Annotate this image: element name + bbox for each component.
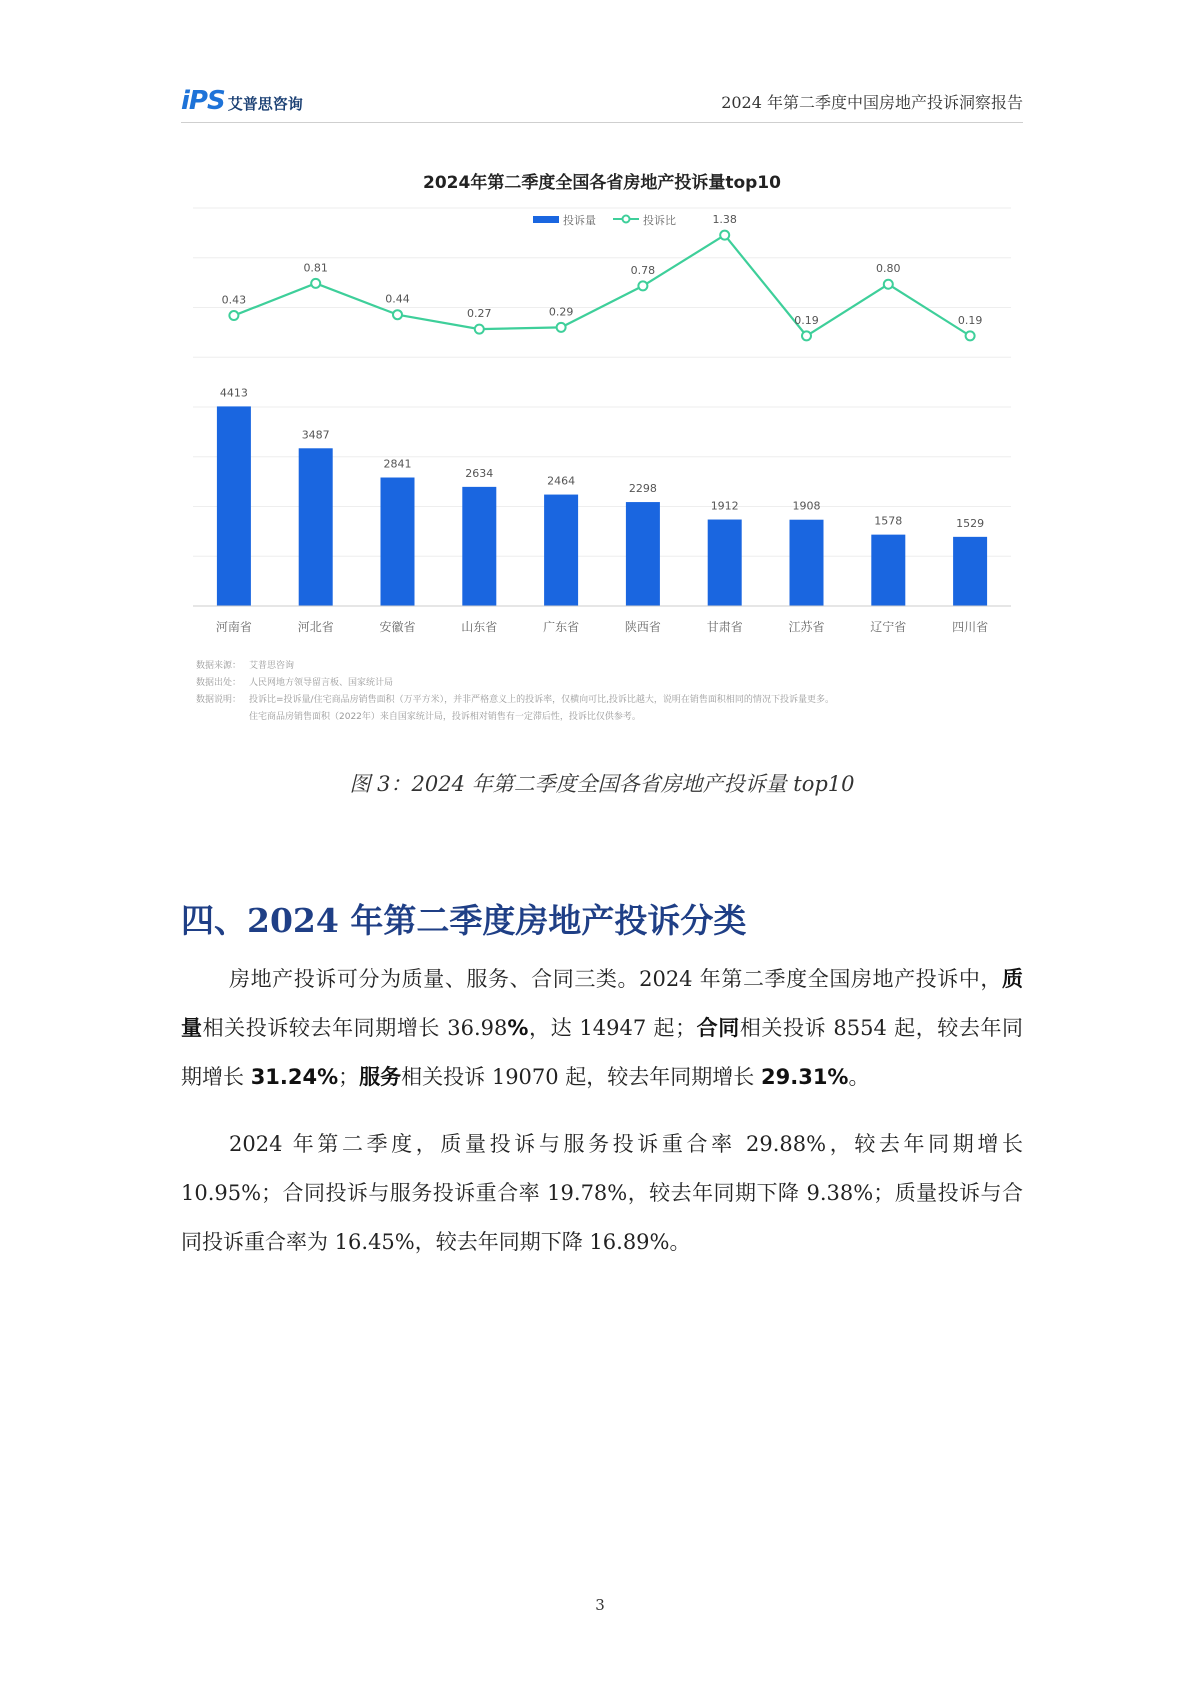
bar-河南省	[217, 406, 251, 606]
line-value-label: 0.19	[957, 313, 983, 327]
bar-value-label: 2298	[628, 482, 657, 496]
x-tick-label: 陕西省	[624, 620, 661, 634]
paragraph-overlap-rates: 2024 年第二季度，质量投诉与服务投诉重合率 29.88%，较去年同期增长 10.95%；合同投诉与服务投诉重合率 19.78%，较去年同期下降 9.38%；质量投诉与合同投诉重合率为 16.45%，较去年同期下降 16.89%。	[181, 1132, 1023, 1254]
x-tick-label: 四川省	[952, 620, 989, 634]
page-header	[181, 84, 1023, 123]
bar-甘肃省	[708, 520, 742, 606]
para1-text-7: 。	[848, 1065, 870, 1089]
bar-四川省	[953, 537, 987, 606]
line-value-label: 0.44	[385, 292, 410, 306]
bar-value-label: 1578	[874, 514, 903, 528]
x-tick-label: 甘肃省	[706, 620, 743, 634]
line-value-label: 0.19	[794, 313, 819, 327]
complaint-ratio-line	[234, 235, 970, 336]
line-point-河南省	[229, 311, 238, 320]
line-point-甘肃省	[720, 231, 729, 240]
x-tick-label: 江苏省	[788, 620, 825, 634]
bar-安徽省	[381, 478, 415, 606]
line-value-label: 1.38	[712, 213, 737, 227]
complaints-chart	[181, 158, 1023, 738]
figure-caption: 图 3：2024 年第二季度全国各省房地产投诉量 top10	[349, 772, 855, 796]
line-point-陕西省	[638, 281, 647, 290]
line-point-河北省	[311, 279, 320, 288]
para1-text-6: 相关投诉 19070 起，较去年同期增长	[401, 1065, 761, 1089]
logo-mark-text: iPS	[181, 86, 225, 116]
bar-广东省	[544, 495, 578, 606]
x-tick-label: 安徽省	[379, 620, 416, 634]
line-value-label: 0.78	[630, 263, 656, 277]
para1-text-1: 房地产投诉可分为质量、服务、合同三类。2024 年第二季度全国房地产投诉中，	[229, 967, 1002, 991]
para1-text-5: ；	[338, 1065, 360, 1089]
para1-bold-percent: %	[507, 1016, 529, 1040]
legend-bar-swatch	[533, 216, 559, 223]
bar-value-label: 1529	[956, 516, 985, 530]
bar-辽宁省	[871, 535, 905, 606]
para1-text-4: 相关投诉 8554 起，较去年同期增长	[181, 1016, 1024, 1089]
legend-line-label: 投诉比	[643, 214, 676, 227]
para1-bold-quality: 质量	[181, 967, 1023, 1040]
logo-text: 艾普思咨询	[227, 95, 303, 113]
line-value-label: 0.81	[303, 261, 328, 275]
chart-title: 2024年第二季度全国各省房地产投诉量top10	[423, 173, 781, 193]
bar-value-label: 1912	[710, 499, 739, 513]
line-value-label: 0.27	[467, 307, 492, 321]
bar-value-label: 4413	[219, 386, 248, 400]
line-value-label: 0.29	[548, 305, 574, 319]
x-tick-label: 广东省	[543, 620, 580, 634]
chart-svg	[181, 158, 1023, 738]
line-point-山东省	[475, 325, 484, 334]
para1-bold-service-growth: 29.31%	[761, 1065, 849, 1089]
bar-value-label: 2634	[465, 466, 494, 480]
company-logo	[181, 86, 303, 116]
page-number: 3	[595, 1596, 605, 1614]
line-point-辽宁省	[884, 280, 893, 289]
bar-河北省	[299, 448, 333, 606]
legend-line-marker	[623, 216, 630, 223]
footnote-label: 数据来源：	[196, 661, 242, 671]
footnote-label: 数据出处：	[196, 678, 242, 688]
bar-value-label: 2841	[383, 457, 412, 471]
footnote-text: 艾普思咨询	[249, 661, 295, 671]
x-tick-label: 辽宁省	[870, 620, 907, 634]
footnote-text: 人民网地方领导留言板、国家统计局	[249, 678, 394, 688]
bar-value-label: 3487	[301, 428, 330, 442]
report-title: 2024 年第二季度中国房地产投诉洞察报告	[721, 93, 1023, 112]
line-series	[222, 213, 983, 340]
x-tick-label: 河南省	[215, 620, 252, 634]
footnote-text: 投诉比=投诉量/住宅商品房销售面积（万平方米），并非严格意义上的投诉率，仅横向可比,投诉比越大，说明在销售面积相同的情况下投诉量更多。	[249, 695, 834, 705]
bar-山东省	[462, 487, 496, 606]
bar-value-label: 2464	[547, 474, 576, 488]
line-point-四川省	[966, 331, 975, 340]
footnote-label: 数据说明：	[196, 695, 242, 705]
para1-text-3: ，达 14947 起；	[528, 1016, 697, 1040]
x-axis	[193, 606, 1011, 634]
legend-bar-label: 投诉量	[563, 214, 596, 227]
bar-value-label: 1908	[792, 499, 821, 513]
line-value-label: 0.80	[876, 262, 901, 276]
bar-江苏省	[790, 520, 824, 606]
para1-bold-service: 服务	[359, 1065, 402, 1089]
para1-text-2: 相关投诉较去年同期增长 36.98	[202, 1016, 508, 1040]
para1-bold-contract: 合同	[696, 1016, 740, 1040]
logo-mark	[181, 86, 225, 116]
line-point-江苏省	[802, 331, 811, 340]
section-title: 四、2024 年第二季度房地产投诉分类	[181, 901, 747, 940]
bar-series	[217, 386, 987, 606]
line-value-label: 0.43	[221, 293, 247, 307]
paragraph-complaint-categories	[181, 955, 1023, 1102]
x-tick-label: 河北省	[297, 620, 334, 634]
chart-footnotes	[196, 659, 834, 722]
line-point-广东省	[557, 323, 566, 332]
line-point-安徽省	[393, 310, 402, 319]
para1-bold-contract-growth: 31.24%	[250, 1065, 339, 1089]
chart-legend	[533, 213, 676, 227]
footnote-text: 住宅商品房销售面积（2022年）来自国家统计局，投诉相对销售有一定滞后性，投诉比仅供参考。	[249, 712, 641, 722]
x-tick-label: 山东省	[461, 620, 498, 634]
bar-陕西省	[626, 502, 660, 606]
